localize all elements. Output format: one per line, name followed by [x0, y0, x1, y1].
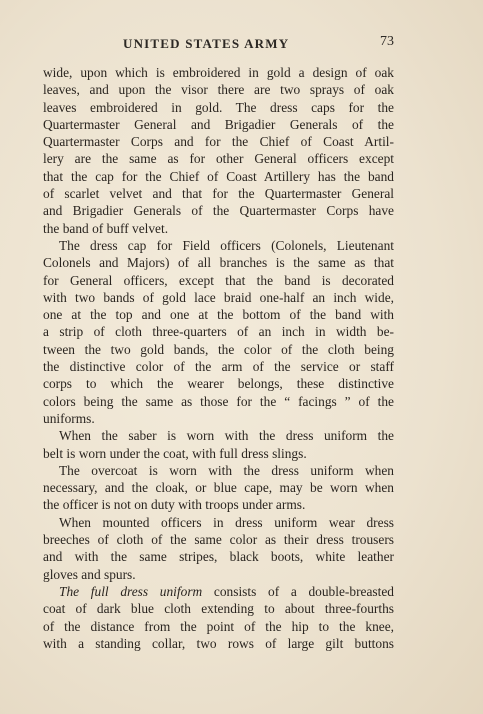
- text-line: one at the top and one at the bottom of the band with: [43, 307, 394, 323]
- text-line: corps to which the wearer belongs, these distinctive: [43, 376, 394, 392]
- paragraph: [43, 64, 394, 237]
- text-line: with a standing collar, two rows of large gilt buttons: [43, 635, 394, 651]
- text-line: lery are the same as for other General officers except: [43, 151, 394, 167]
- page-header: [43, 28, 394, 52]
- text-line: When the saber is worn with the dress uniform the: [59, 428, 394, 444]
- text-line: leaves embroidered in gold. The dress caps for the: [43, 99, 394, 115]
- paragraph: [43, 237, 394, 427]
- text-line: The overcoat is worn with the dress uniform when: [59, 462, 394, 478]
- text-line: the distinctive color of the arm of the service or staff: [43, 359, 394, 375]
- text-line: necessary, and the cloak, or blue cape, may be worn when: [43, 480, 394, 496]
- text-line: Colonels and Majors) of all branches is the same as that: [43, 255, 394, 271]
- text-fragment: consists of a double-breasted: [202, 583, 394, 599]
- text-line: Quartermaster General and Brigadier Generals of the: [43, 116, 394, 132]
- text-line: of scarlet velvet and that for the Quartermaster General: [43, 186, 394, 202]
- text-line: Quartermaster Corps and for the Chief of Coast Artil-: [43, 134, 394, 150]
- text-line: breeches of cloth of the same color as their dress trousers: [43, 532, 394, 548]
- paragraph: [43, 583, 394, 652]
- body-text: [43, 64, 394, 652]
- text-line: a strip of cloth three-quarters of an inch in width be-: [43, 324, 394, 340]
- text-line: and with the same stripes, black boots, white leather: [43, 549, 394, 565]
- text-line: belt is worn under the coat, with full dress slings.: [43, 445, 307, 461]
- italic-lead: The full dress uniform: [59, 583, 203, 599]
- text-line: wide, upon which is embroidered in gold a design of oak: [43, 65, 394, 80]
- text-line: tween the two gold bands, the color of the cloth being: [43, 341, 394, 357]
- text-line: uniforms.: [43, 410, 95, 426]
- running-head: UNITED STATES ARMY: [123, 36, 290, 51]
- text-line: When mounted officers in dress uniform wear dress: [59, 514, 394, 530]
- paragraph: [43, 462, 394, 514]
- text-line: with two bands of gold lace braid one-half an inch wide,: [43, 289, 394, 305]
- page-number: 73: [380, 34, 394, 49]
- text-line: [43, 583, 394, 600]
- text-line: coat of dark blue cloth extending to about three-fourths: [43, 601, 394, 617]
- text-line: of the distance from the point of the hip to the knee,: [43, 618, 394, 634]
- text-line: that the cap for the Chief of Coast Artillery has the band: [43, 168, 394, 184]
- text-line: leaves, and upon the visor there are two sprays of oak: [43, 82, 394, 98]
- paragraph: [43, 427, 394, 462]
- text-line: the officer is not on duty with troops under arms.: [43, 497, 306, 513]
- book-page: [43, 28, 394, 652]
- text-line: and Brigadier Generals of the Quartermaster Corps have: [43, 203, 394, 219]
- text-line: colors being the same as those for the “ facings ” of the: [43, 393, 394, 409]
- text-line: for General officers, except that the band is decorated: [43, 272, 394, 288]
- text-line: The dress cap for Field officers (Colonels, Lieutenant: [59, 237, 394, 253]
- text-line: the band of buff velvet.: [43, 220, 169, 236]
- paragraph: [43, 514, 394, 583]
- text-line: gloves and spurs.: [43, 566, 136, 582]
